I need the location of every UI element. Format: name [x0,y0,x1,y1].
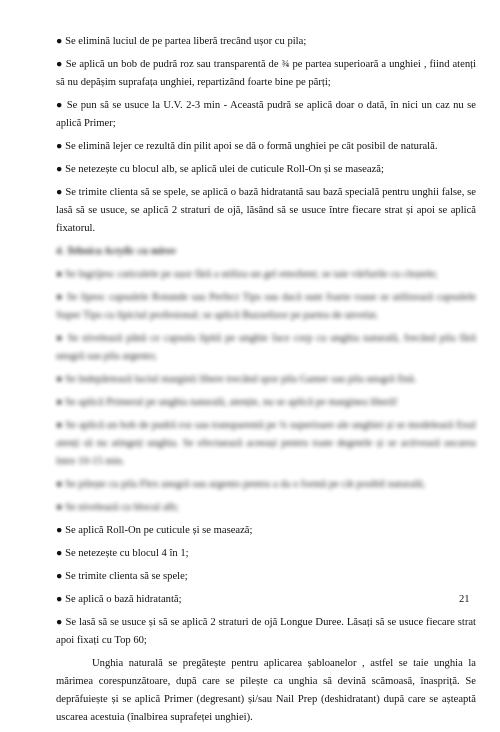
blurred-section [56,243,476,517]
page-number: 21 [459,594,470,605]
body-paragraph: Unghia naturală se pregătește pentru aplicarea șabloanelor , astfel se taie unghia la mărimea corespunzătoare, după care se pilește ca unghia să devină scămoasă, înaspriță. Se deprăfuiește și se aplică Primer (degresant) și/sau Nail Prep (deshidratant) după care se așteaptă uscarea acestuia (înalbirea suprafeței unghiei). [56,658,476,723]
list-item: ● Se aplică un bob de pudră roz sau transparentă pe ¾ superioare ale unghiei și se modelează fixul atenți să nu atingeți unghia. Se efectuează aceeași pentru toate degetele și se activează uscarea între 10-15 min. [56,420,477,467]
bullet-icon: ● [56,187,63,198]
list-item: ● Se aplică Roll-On pe cuticule și se masează; [56,525,253,536]
list-item: ● Se aplică Primerul pe unghia naturală, atenție, nu se aplică pe marginea liberă! [56,397,398,408]
bottom-bullet-list [56,522,476,650]
list-item: ● Se elimină lejer ce rezultă din pilit apoi se dă o formă unghiei pe cât posibil de naturală. [56,141,438,152]
bullet-icon: ● [56,617,63,628]
bullet-icon: ● [56,333,64,344]
list-item: ● Se lasă să se usuce și să se aplică 2 straturi de ojă Longue Duree. Lăsați să se usuce fiecare strat apoi fixați cu Top 60; [56,617,476,646]
list-item: ● Se lipesc capsulele Rotunde sau Perfect Tips sau dacă sunt foarte roase se utilizează capsulele Super Tips cu lipiciul profesional; se aplică Buzzelizor pe partea de unvelat. [56,292,476,321]
bullet-icon: ● [56,141,63,152]
list-item: ● Se pilește cu pila Flex unsgră sau argento pentru a da o formă pe cât posibil naturală; [56,479,425,490]
bullet-icon: ● [56,548,63,559]
section-heading: 4. Tehnica Acrylic cu mirov [56,246,177,257]
list-item: ● Se netezește cu blocul 4 în 1; [56,548,189,559]
bullet-icon: ● [56,36,63,47]
bullet-icon: ● [56,292,64,303]
list-item: ● Se îngrijesc cuticulele pe ușor fără a utiliza un gel emolient; se taie vârfurile cu cleștele; [56,269,438,280]
bullet-icon: ● [56,525,63,536]
bullet-icon: ● [56,502,63,513]
page-content [56,33,476,732]
list-item: ● Se aplică un bob de pudră roz sau transparentă de ¾ pe partea superioară a unghiei , fiind atenți să nu depășim suprafața unghiei, repartizând foarte bine pe părți; [56,59,477,88]
bullet-icon: ● [56,164,63,175]
list-item: ● Se nivelează până ce capsula lipită pe unghie face corp cu unghia naturală, frecând pila fără unsgră sau pila argento; [56,333,476,362]
bullet-icon: ● [56,594,63,605]
bullet-icon: ● [56,397,63,408]
list-item: ● Se îndepărtează luciul marginii libere trecând spor pila Gamer sau pila unsgră fină. [56,374,417,385]
list-item: ● Se aplică o bază hidratantă; [56,594,182,605]
list-item: ● Se trimite clienta să se spele; [56,571,188,582]
top-bullet-list [56,33,476,238]
list-item: ● Se trimite clienta să se spele, se aplică o bază hidratantă sau bază specială pentru unghii false, se lasă să se usuce, se aplică 2 straturi de ojă, lăsând să se usuce între fiecare strat și apoi se aplică fixatorul. [56,187,476,234]
bullet-icon: ● [56,374,63,385]
list-item: ● Se pun să se usuce la U.V. 2-3 min - Această pudră se aplică doar o dată, în nici un caz nu se aplică Primer; [56,100,476,129]
list-item: ● Se nivelează cu blocul alb; [56,502,179,513]
bullet-icon: ● [56,269,63,280]
bullet-icon: ● [56,420,63,431]
bullet-icon: ● [56,571,63,582]
list-item: ● Se elimină luciul de pe partea liberă trecând ușor cu pila; [56,36,307,47]
bullet-icon: ● [56,100,64,111]
list-item: ● Se netezește cu blocul alb, se aplică ulei de cuticule Roll-On și se masează; [56,164,384,175]
bullet-icon: ● [56,59,63,70]
bullet-icon: ● [56,479,63,490]
